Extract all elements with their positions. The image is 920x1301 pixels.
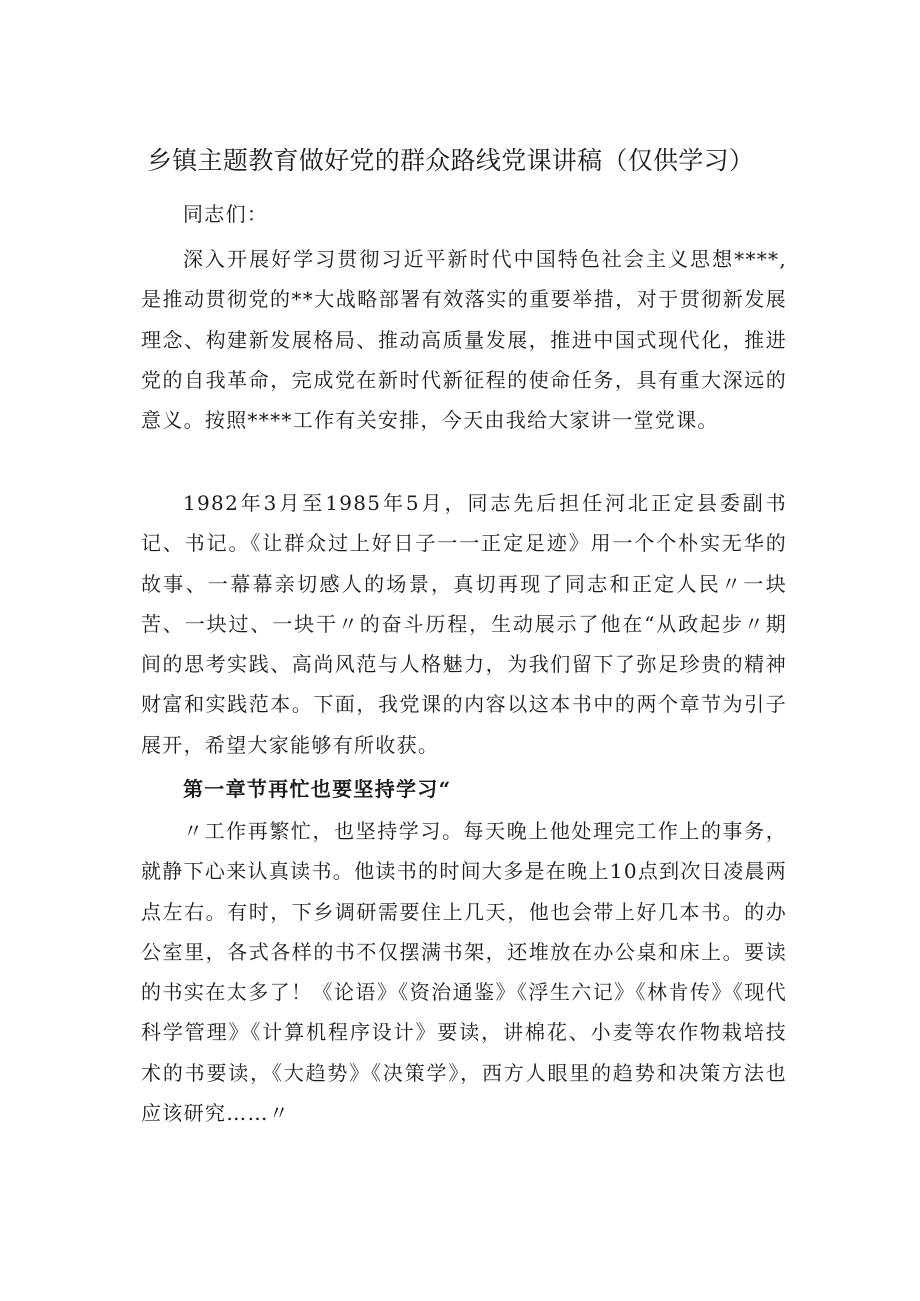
paragraph-background: 1982年3月至1985年5月，同志先后担任河北正定县委副书记、书记。《让群众过上好日子一一正定足迹》用一个个朴实无华的故事、一幕幕亲切感人的场景，真切再现了同志和正定人民〃一块苦、一块过、一块干〃的奋斗历程，生动展示了他在“从政起步〃期间的思考实践、高尚风范与人格魅力，为我们留下了弥足珍贵的精神财富和实践范本。下面，我党课的内容以这本书中的两个章节为引子展开，希望大家能够有所收获。 bbox=[141, 491, 787, 757]
section-heading: 第一章节再忙也要坚持学习“ bbox=[183, 777, 452, 801]
paragraph-section-one: 〃工作再繁忙，也坚持学习。每天晚上他处理完工作上的事务，就静下心来认真读书。他读书的时间大多是在晚上10点到次日凌晨两点左右。有时，下乡调研需要住上几天，他也会带上好几本书。的办公室里，各式各样的书不仅摆满书架，还堆放在办公桌和床上。要读的书实在太多了！《论语》《资治通鉴》《浮生六记》《林肯传》《现代科学管理》《计算机程序设计》要读，讲棉花、小麦等农作物栽培技术的书要读，《大趋势》《决策学》，西方人眼里的趋势和决策方法也应该研究……〃 bbox=[141, 819, 787, 1126]
salutation: 同志们： bbox=[183, 202, 269, 226]
paragraph-intro: 深入开展好学习贯彻习近平新时代中国特色社会主义思想****,是推动贯彻党的**大战略部署有效落实的重要举措，对于贯彻新发展理念、构建新发展格局、推动高质量发展，推进中国式现代化，推进党的自我革命，完成党在新时代新征程的使命任务，具有重大深远的意义。按照****工作有关安排，今天由我给大家讲一堂党课。 bbox=[141, 247, 787, 433]
document-title: 乡镇主题教育做好党的群众路线党课讲稿（仅供学习） bbox=[147, 146, 755, 175]
